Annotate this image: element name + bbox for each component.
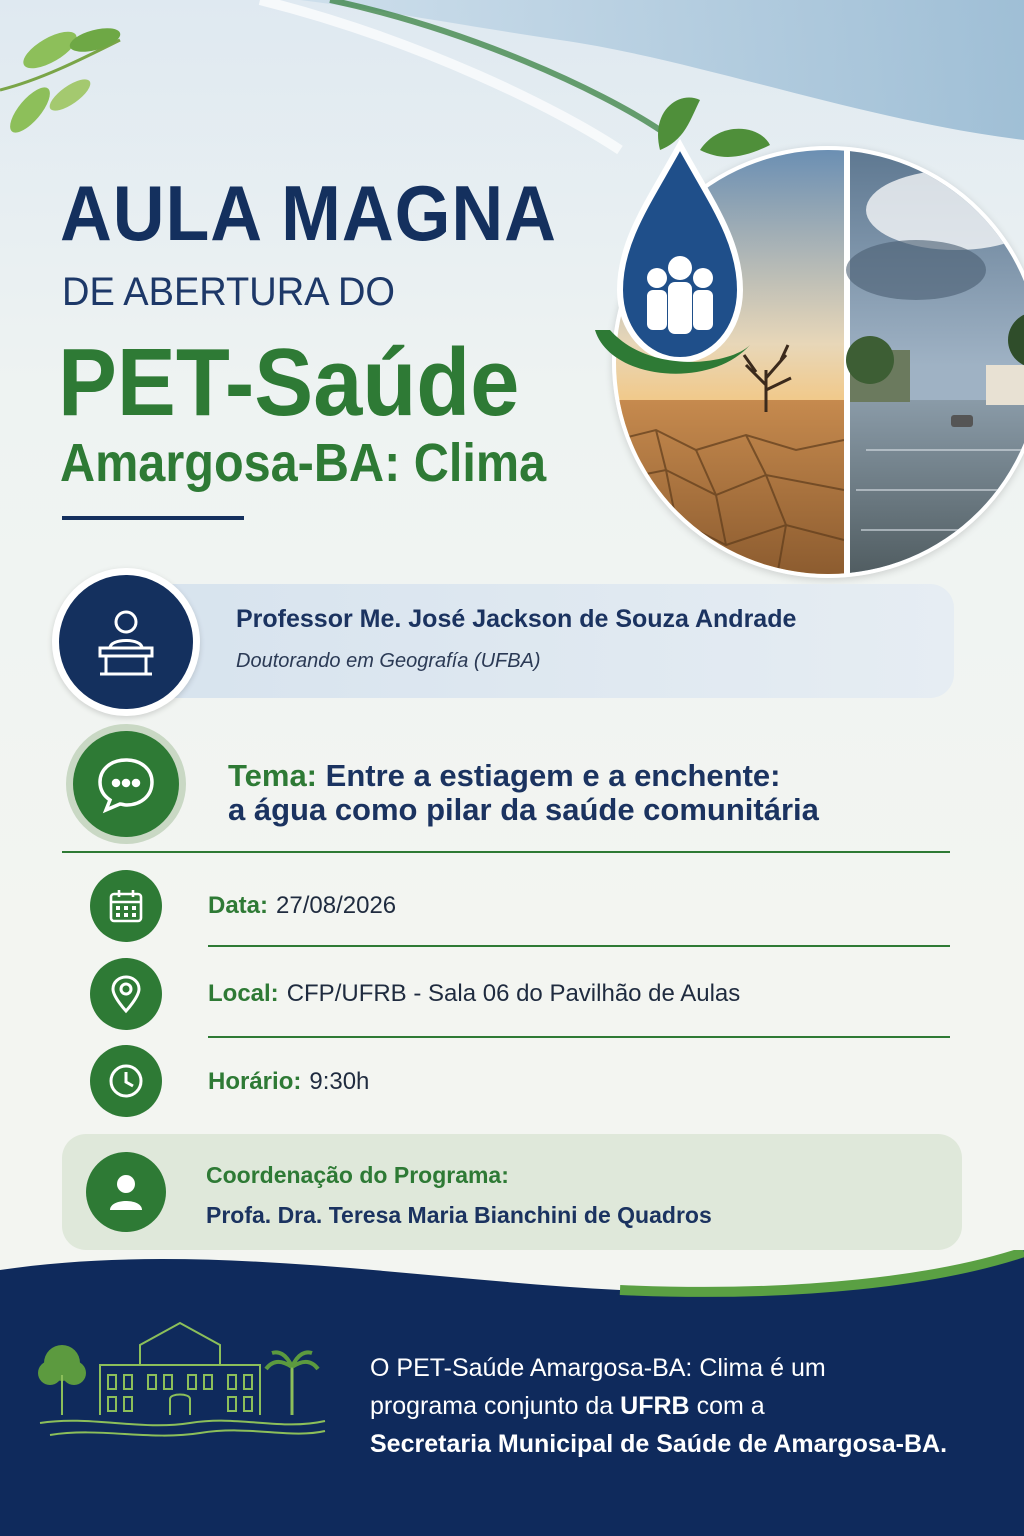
theme-label: Tema: bbox=[228, 758, 318, 793]
title-line-2: DE ABERTURA DO bbox=[62, 270, 395, 314]
place-row bbox=[208, 980, 740, 1008]
title-line-3: PET-Saúde bbox=[58, 329, 520, 436]
date-row bbox=[208, 892, 396, 920]
footer-line-2 bbox=[370, 1392, 765, 1421]
chat-bubble-icon bbox=[66, 724, 186, 844]
place-label: Local: bbox=[208, 980, 279, 1007]
footer-line-2-pre: programa conjunto da bbox=[370, 1392, 614, 1420]
theme-text-1: Entre a estiagem e a enchente: bbox=[325, 758, 781, 793]
speaker-subtitle: Doutorando em Geografía (UFBA) bbox=[236, 650, 541, 672]
date-value: 27/08/2026 bbox=[276, 892, 397, 919]
leaf-icon bbox=[0, 20, 130, 140]
footer-line-3-bold: Secretaria Municipal de Saúde de Amargosa-BA. bbox=[370, 1430, 948, 1458]
time-label: Horário: bbox=[208, 1068, 302, 1095]
theme-line-2: a água como pilar da saúde comunitária bbox=[228, 792, 819, 827]
coordination-label: Coordenação do Programa: bbox=[206, 1162, 509, 1188]
building-icon bbox=[30, 1315, 330, 1445]
speaker-name: Professor Me. José Jackson de Souza Andrade bbox=[236, 605, 797, 633]
clock-icon bbox=[90, 1045, 162, 1117]
footer-line-1: O PET-Saúde Amargosa-BA: Clima é um bbox=[370, 1354, 826, 1382]
title-underline bbox=[62, 516, 244, 520]
footer-line-3 bbox=[370, 1430, 947, 1459]
coordination-name: Profa. Dra. Teresa Maria Bianchini de Quadros bbox=[206, 1202, 712, 1228]
user-icon bbox=[86, 1152, 166, 1232]
location-pin-icon bbox=[90, 958, 162, 1030]
calendar-icon bbox=[90, 870, 162, 942]
speaker-podium-icon bbox=[52, 568, 200, 716]
water-drop-people-icon bbox=[590, 90, 770, 390]
time-row bbox=[208, 1068, 369, 1096]
divider bbox=[62, 851, 950, 853]
coordination-card bbox=[62, 1134, 962, 1250]
footer-line-2-bold: UFRB bbox=[620, 1392, 690, 1420]
title-line-1: AULA MAGNA bbox=[60, 169, 557, 257]
title-line-4: Amargosa-BA: Clima bbox=[60, 433, 547, 493]
time-value: 9:30h bbox=[309, 1068, 370, 1095]
speaker-card bbox=[150, 584, 954, 698]
divider bbox=[208, 1036, 950, 1038]
date-label: Data: bbox=[208, 892, 269, 919]
theme-line-1 bbox=[228, 758, 780, 794]
footer-line-2-post: com a bbox=[696, 1392, 765, 1420]
place-value: CFP/UFRB - Sala 06 do Pavilhão de Aulas bbox=[286, 980, 741, 1007]
divider bbox=[208, 945, 950, 947]
